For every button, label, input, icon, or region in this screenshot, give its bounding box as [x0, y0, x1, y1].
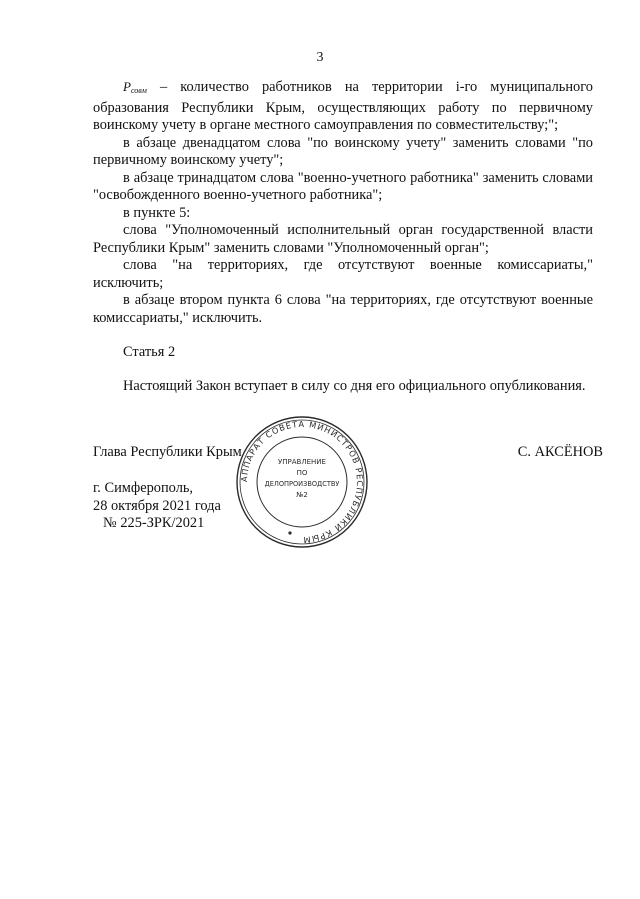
paragraph-point-6: в абзаце втором пункта 6 слова "на территориях, где отсутствуют военные комиссариаты," исключить. — [93, 292, 593, 326]
page-number: 3 — [316, 50, 324, 65]
place-date-block — [93, 480, 221, 533]
seal-inner-line-4: №2 — [296, 491, 308, 499]
seal-star-mark — [288, 531, 291, 534]
paragraph-point-5: в пункте 5: — [123, 204, 191, 221]
official-seal — [234, 414, 370, 550]
city: г. Симферополь, — [93, 480, 194, 496]
paragraph-authorized-body: слова "Уполномоченный исполнительный орган государственной власти Республики Крым" заменить словами "Уполномоченный орган"; — [93, 222, 593, 256]
seal-inner-line-2: ПО — [296, 469, 308, 477]
paragraph-formula — [93, 78, 593, 135]
article-text: Настоящий Закон вступает в силу со дня его официального опубликования. — [123, 377, 586, 394]
signatory-position: Глава Республики Крым — [93, 444, 242, 460]
paragraph-thirteenth-indent: в абзаце тринадцатом слова "военно-учетного работника" заменить словами "освобожденного военно-учетного работника"; — [93, 169, 593, 203]
seal-inner-line-1: УПРАВЛЕНИЕ — [278, 458, 326, 466]
formula-description: – количество работников на территории i-го муниципального образования Республики Крым, осуществляющих работу по первичному воинскому учету в органе местного самоуправления по совместительству;"; — [93, 79, 593, 133]
paragraph-exclude-commissariats: слова "на территориях, где отсутствуют военные комиссариаты," исключить; — [93, 257, 593, 291]
seal-inner-line-3: ДЕЛОПРОИЗВОДСТВУ — [264, 480, 340, 488]
seal-outer-text: АППАРАТ СОВЕТА МИНИСТРОВ РЕСПУБЛИКИ КРЫМ — [238, 418, 366, 546]
document-body — [93, 78, 593, 395]
paragraph-twelfth-indent: в абзаце двенадцатом слова "по воинскому учету" заменить словами "по первичному воинскому учету"; — [93, 134, 593, 168]
formula-variable: Pсовм — [123, 79, 147, 95]
article-heading: Статья 2 — [123, 344, 176, 360]
date: 28 октября 2021 года — [93, 497, 221, 514]
signatory-name: С. АКСЁНОВ — [517, 444, 603, 460]
law-number: № 225-ЗРК/2021 — [103, 515, 205, 531]
